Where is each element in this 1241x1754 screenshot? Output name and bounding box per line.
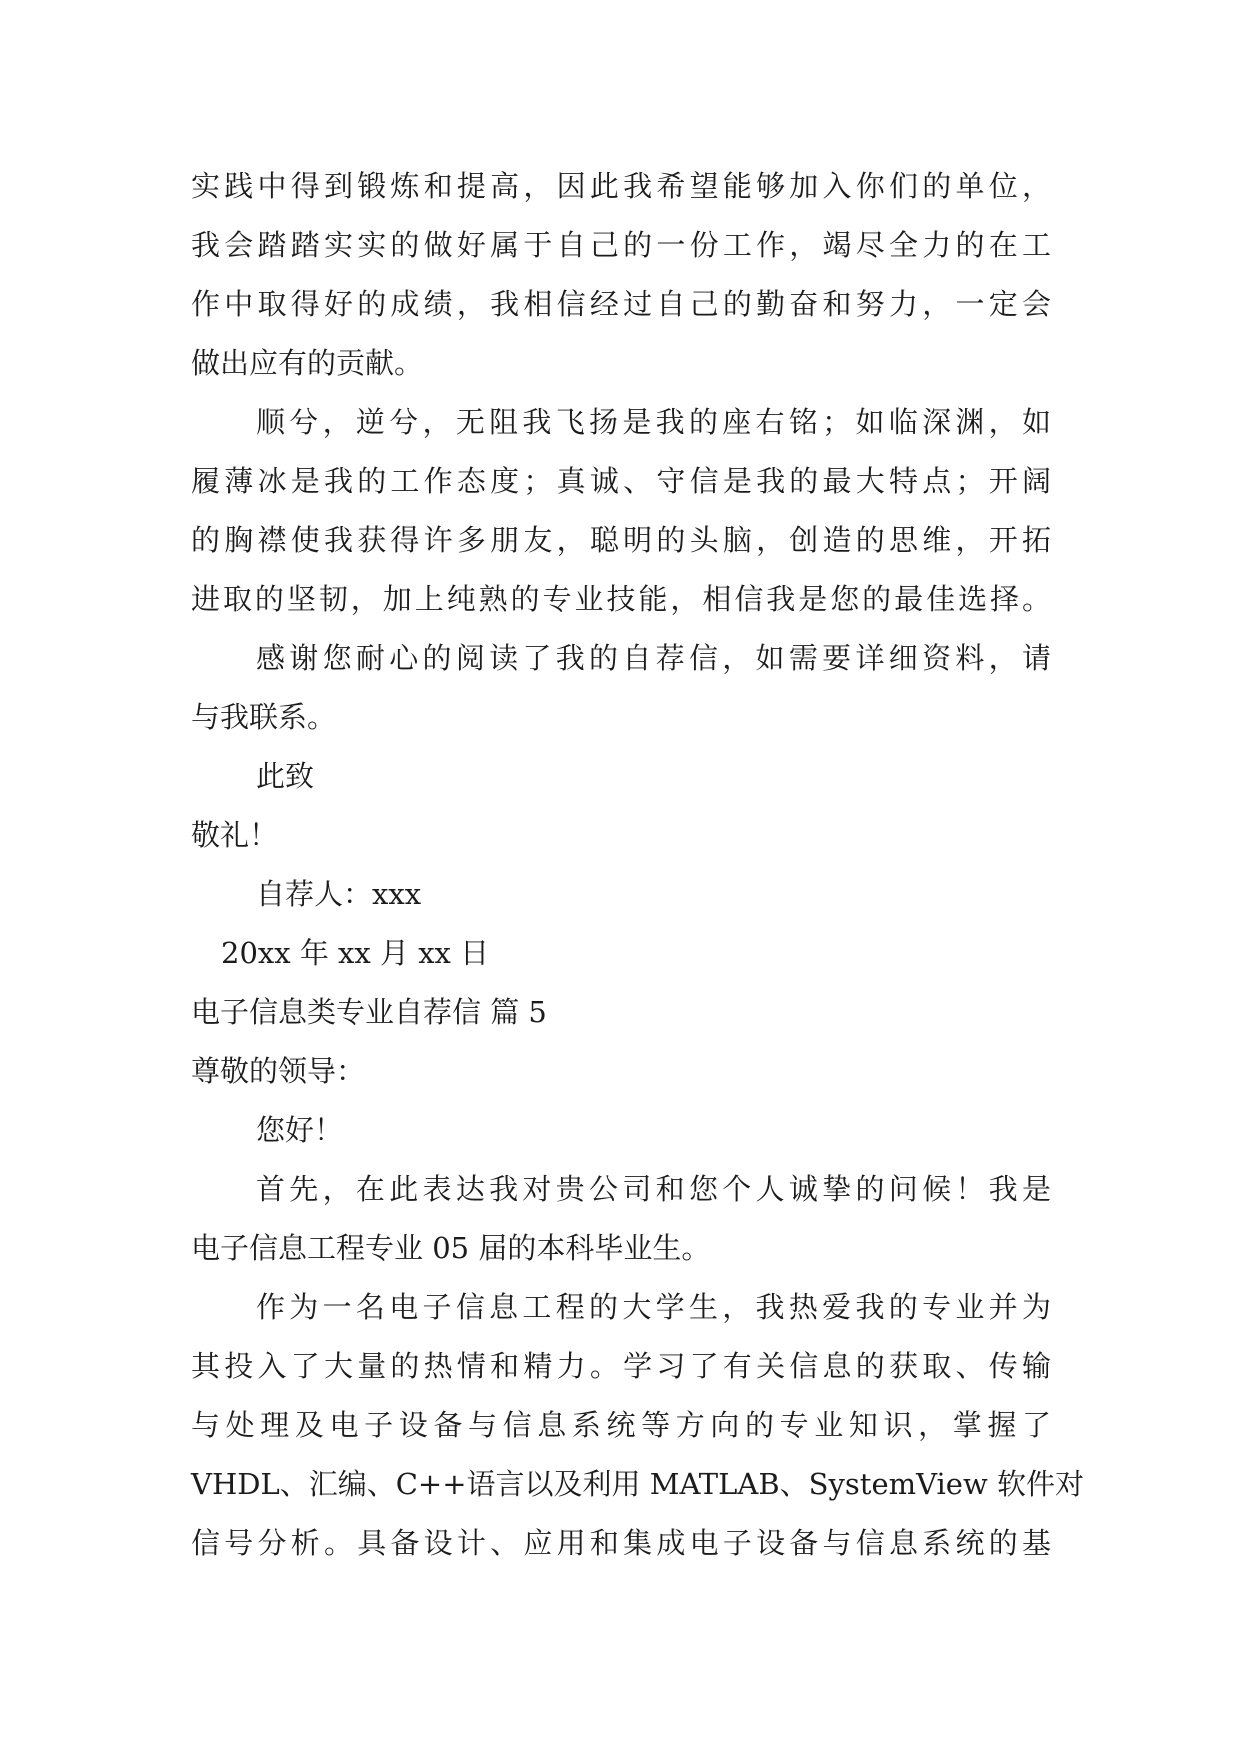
- text-line: 作中取得好的成绩，我相信经过自己的勤奋和努力，一定会: [191, 287, 1051, 321]
- paragraph-first-line: 顺兮，逆兮，无阻我飞扬是我的座右铭；如临深渊，如: [256, 405, 1051, 439]
- paragraph-first-line: 作为一名电子信息工程的大学生，我热爱我的专业并为: [256, 1290, 1051, 1324]
- text-line: 其投入了大量的热情和精力。学习了有关信息的获取、传输: [191, 1349, 1051, 1383]
- greeting-hello: 您好！: [256, 1113, 344, 1147]
- section-heading: 电子信息类专业自荐信 篇 5: [191, 995, 547, 1029]
- paragraph-first-line: 首先，在此表达我对贵公司和您个人诚挚的问候！我是: [256, 1172, 1051, 1206]
- closing-salutation: 此致: [256, 759, 315, 793]
- text-line: VHDL、汇编、C++语言以及利用 MATLAB、SystemView 软件对: [191, 1467, 1085, 1501]
- text-line: 与处理及电子设备与信息系统等方向的专业知识，掌握了: [191, 1408, 1051, 1442]
- text-line: 做出应有的贡献。: [191, 346, 424, 380]
- signature-line: 自荐人：xxx: [256, 877, 422, 911]
- text-line: 信号分析。具备设计、应用和集成电子设备与信息系统的基: [191, 1526, 1051, 1560]
- date-line: 20xx 年 xx 月 xx 日: [221, 936, 490, 970]
- text-line: 履薄冰是我的工作态度；真诚、守信是我的最大特点；开阔: [191, 464, 1051, 498]
- text-line: 电子信息工程专业 05 届的本科毕业生。: [191, 1231, 711, 1265]
- text-line: 我会踏踏实实的做好属于自己的一份工作，竭尽全力的在工: [191, 228, 1051, 262]
- text-line: 实践中得到锻炼和提高，因此我希望能够加入你们的单位，: [191, 169, 1051, 203]
- text-line: 与我联系。: [191, 700, 337, 734]
- paragraph-first-line: 感谢您耐心的阅读了我的自荐信，如需要详细资料，请: [256, 641, 1051, 675]
- closing-regards: 敬礼！: [191, 818, 279, 852]
- text-line: 进取的坚韧，加上纯熟的专业技能，相信我是您的最佳选择。: [191, 582, 1051, 616]
- greeting-line: 尊敬的领导：: [191, 1054, 366, 1088]
- text-line: 的胸襟使我获得许多朋友，聪明的头脑，创造的思维，开拓: [191, 523, 1051, 557]
